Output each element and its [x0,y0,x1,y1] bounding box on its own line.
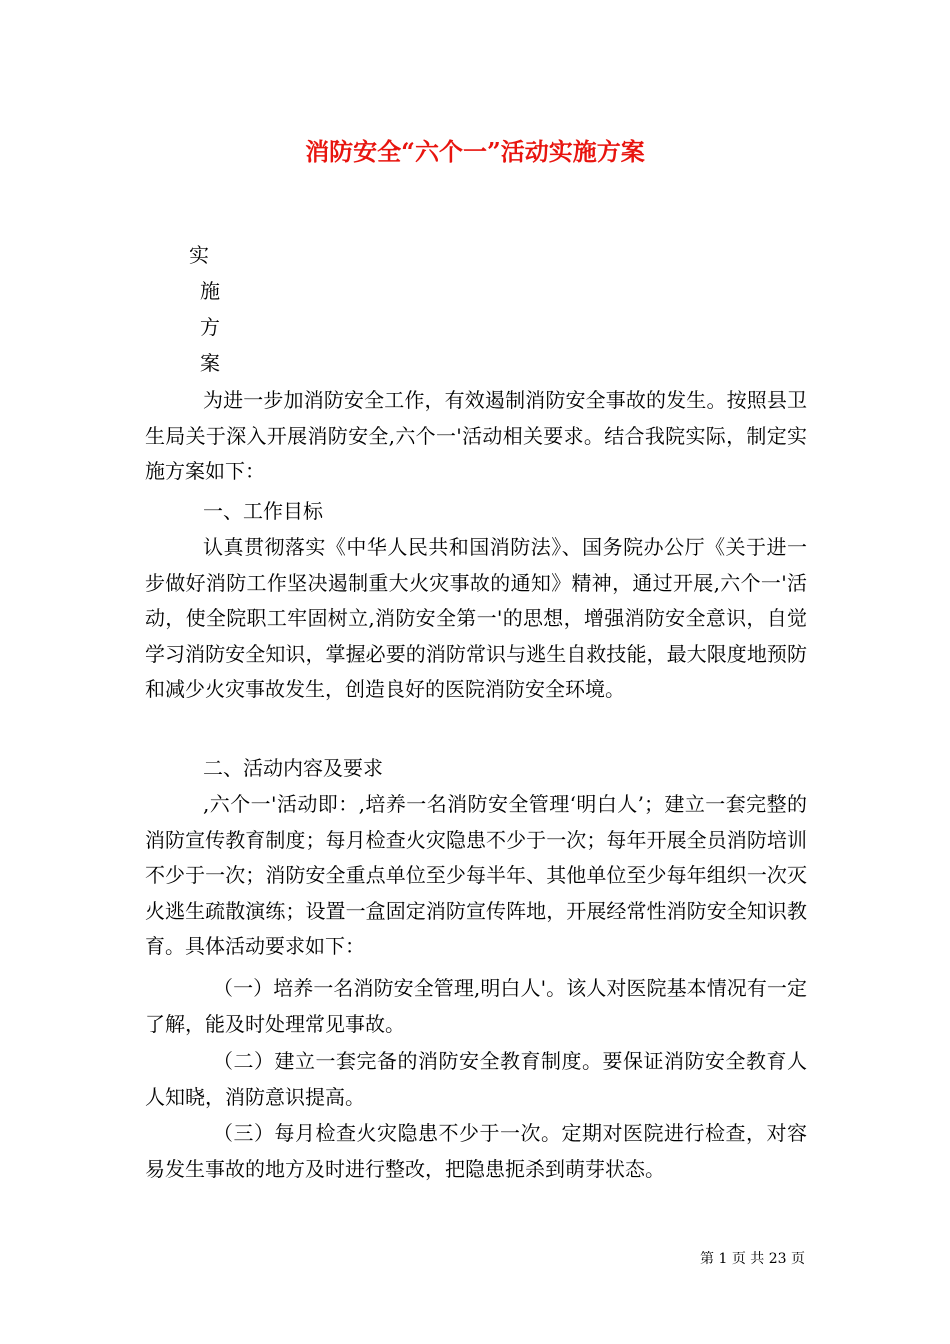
vertical-label-char-4: 案 [200,351,220,375]
section-body-goals: 认真贯彻落实《中华人民共和国消防法》、国务院办公厅《关于进一步做好消防工作坚决遏制重大火灾事故的通知》精神，通过开展,六个一'活动，使全院职工牢固树立,消防安全第一'的思想，增强消防安全意识，自觉学习消防安全知识，掌握必要的消防常识与逃生自救技能，最大限度地预防和减少火灾事故发生，创造良好的医院消防安全环境。 [145,535,807,701]
list-item-1: （一）培养一名消防安全管理,明白人'。该人对医院基本情况有一定了解，能及时处理常见事故。 [145,976,807,1036]
document-title: 消防安全“六个一”活动实施方案 [305,137,645,166]
section-body-activities: ,六个一'活动即：,培养一名消防安全管理‘明白人’；建立一套完整的消防宣传教育制度；每月检查火灾隐患不少于一次；每年开展全员消防培训不少于一次；消防安全重点单位至少每半年、其他单位至少每年组织一次灭火逃生疏散演练；设置一盒固定消防宣传阵地，开展经常性消防安全知识教育。具体活动要求如下： [145,792,807,958]
section-heading-goals: 一、工作目标 [203,499,323,523]
list-item-2: （二）建立一套完备的消防安全教育制度。要保证消防安全教育人人知晓，消防意识提高。 [145,1049,807,1109]
vertical-label-char-2: 施 [200,279,220,303]
intro-paragraph: 为进一步加消防安全工作，有效遏制消防安全事故的发生。按照县卫生局关于深入开展消防安全,六个一'活动相关要求。结合我院实际，制定实施方案如下： [145,388,807,483]
vertical-label-char-1: 实 [189,243,209,267]
section-heading-activities: 二、活动内容及要求 [203,756,383,780]
page-number: 第 1 页 共 23 页 [700,1251,805,1267]
list-item-3: （三）每月检查火灾隐患不少于一次。定期对医院进行检查，对容易发生事故的地方及时进行整改，把隐患扼杀到萌芽状态。 [145,1121,807,1181]
vertical-label-char-3: 方 [200,315,220,339]
